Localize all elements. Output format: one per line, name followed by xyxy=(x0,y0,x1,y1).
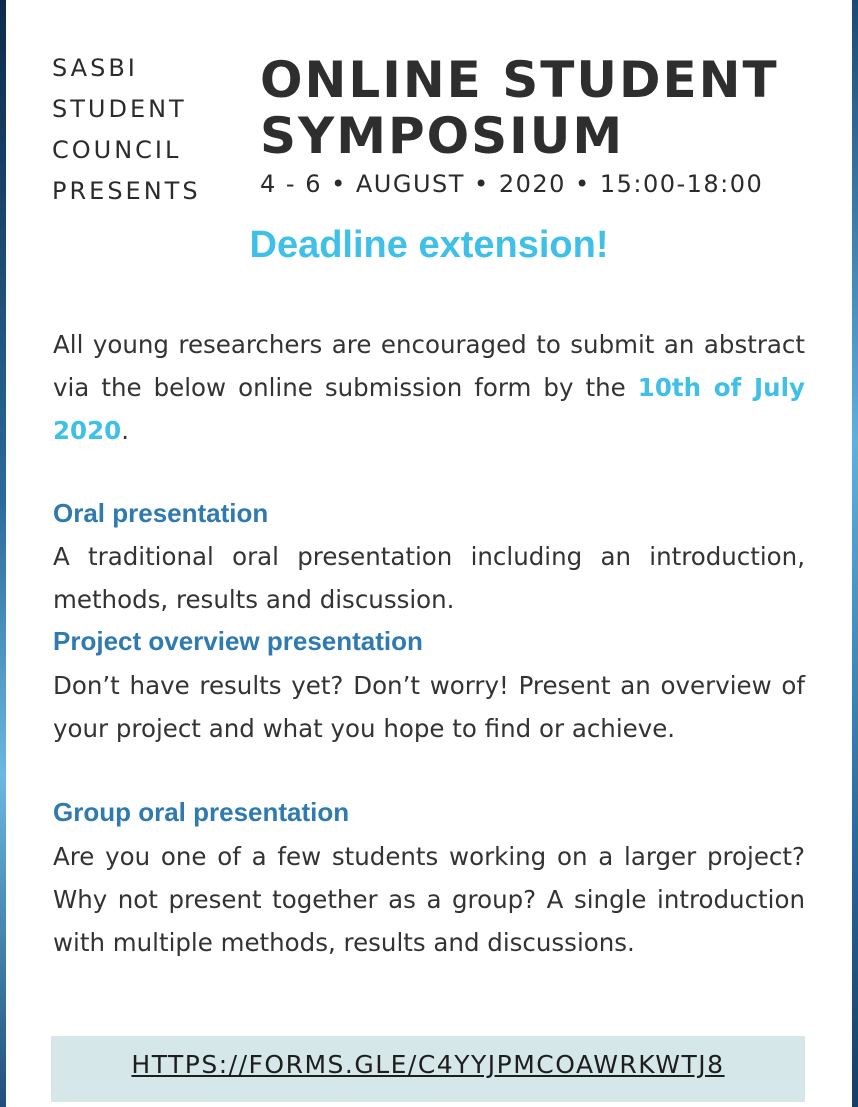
right-edge-decoration xyxy=(852,0,858,1107)
intro-text-end: . xyxy=(121,416,129,445)
section-heading-oral: Oral presentation xyxy=(53,498,269,528)
event-title xyxy=(260,52,779,164)
flyer-page xyxy=(6,0,852,1107)
submission-link-box xyxy=(51,1036,805,1102)
presenter-block xyxy=(52,48,201,212)
section-body-project-overview: Don’t have results yet? Don’t worry! Present an overview of your project and what you hope to find or achieve. xyxy=(53,671,805,743)
presenter-line: COUNCIL xyxy=(52,136,182,164)
presenter-line: SASBI xyxy=(52,54,138,82)
presenter-line: PRESENTS xyxy=(52,177,201,205)
event-dates: 4 - 6 • AUGUST • 2020 • 15:00-18:00 xyxy=(260,170,764,198)
deadline-date: 10th of July 2020 xyxy=(53,373,805,445)
section-body-group-oral: Are you one of a few students working on a larger project? Why not present together as a group? A single introduction with multiple methods, results and discussions. xyxy=(53,842,805,957)
event-title-line-1: ONLINE STUDENT xyxy=(260,51,779,109)
section-heading-group-oral: Group oral presentation xyxy=(53,797,350,827)
section-heading-project-overview: Project overview presentation xyxy=(53,626,423,656)
deadline-headline: Deadline extension! xyxy=(249,224,609,266)
presenter-line: STUDENT xyxy=(52,95,187,123)
intro-text: All young researchers are encouraged to submit an abstract via the below online submission form by the xyxy=(53,330,805,402)
event-title-line-2: SYMPOSIUM xyxy=(260,107,625,165)
submission-form-link[interactable]: HTTPS://FORMS.GLE/C4YYJPMCOAWRKWTJ8 xyxy=(131,1050,725,1079)
intro-paragraph xyxy=(53,323,805,452)
section-body-oral: A traditional oral presentation including an introduction, methods, results and discussion. xyxy=(53,542,805,614)
